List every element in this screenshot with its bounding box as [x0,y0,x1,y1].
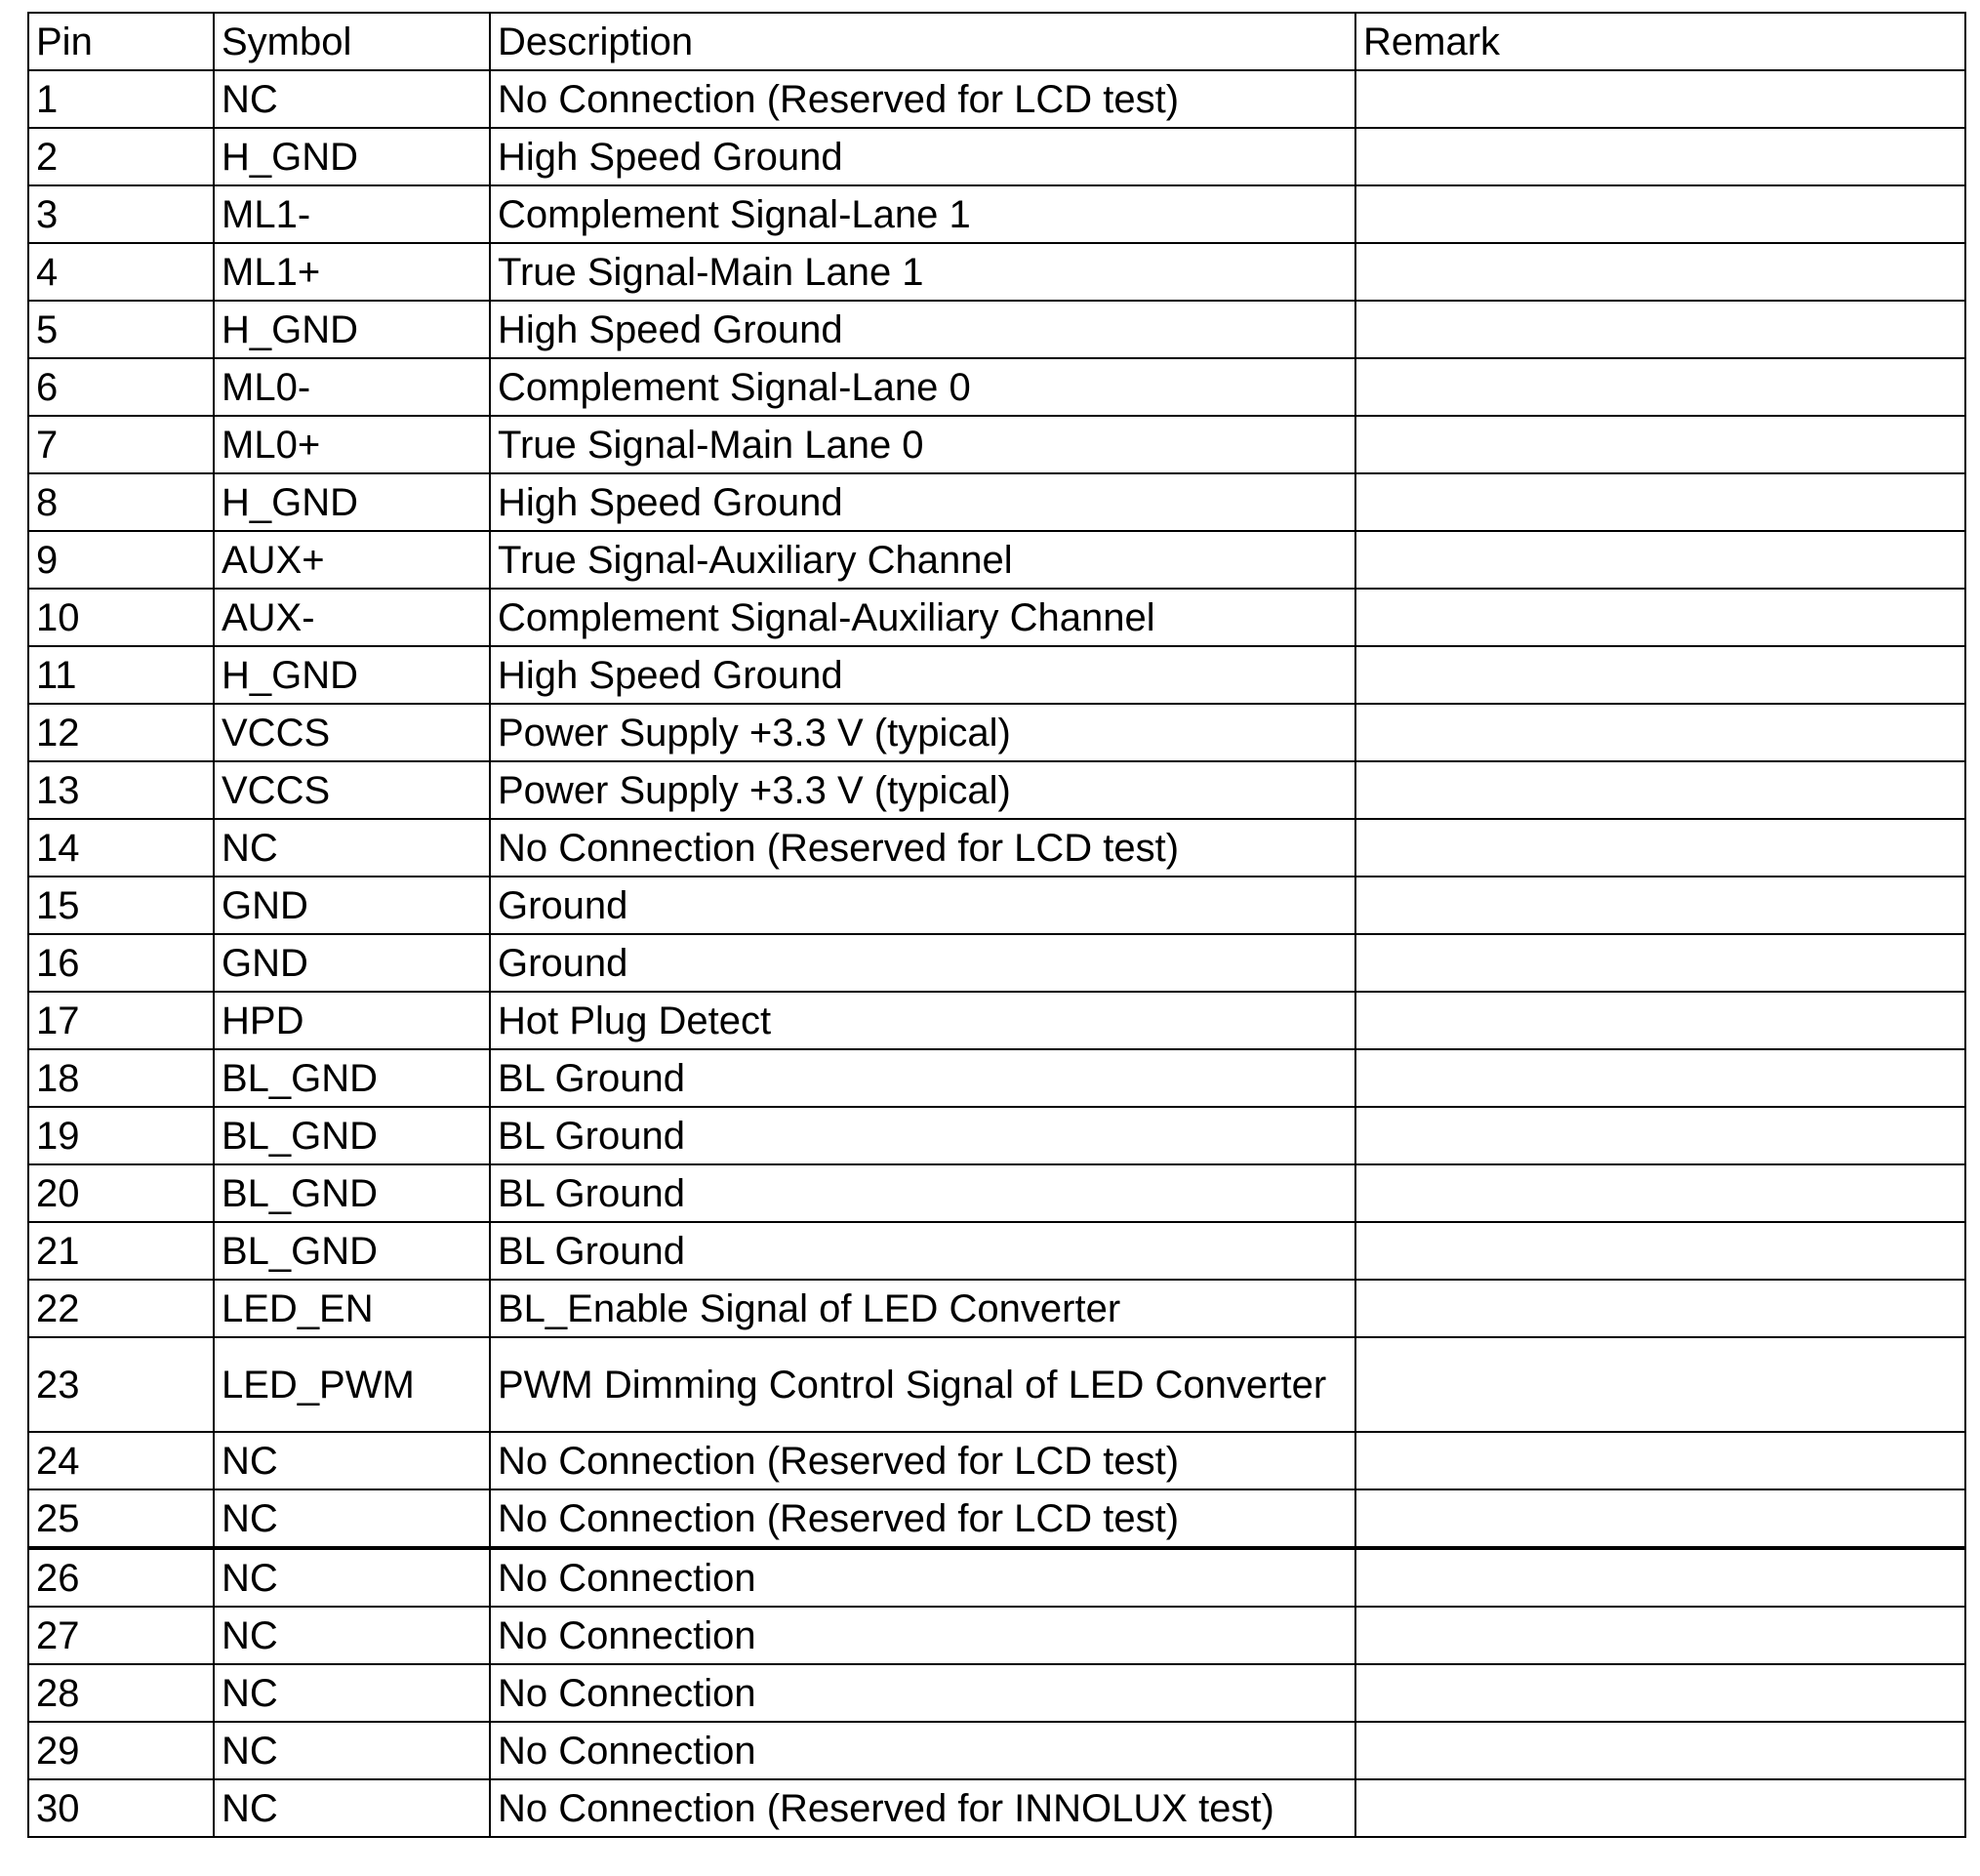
table-row [28,589,1965,646]
remark-cell [1355,877,1965,934]
description-cell: Hot Plug Detect [490,992,1355,1049]
remark-cell [1355,70,1965,128]
description-cell: BL Ground [490,1222,1355,1280]
remark-cell [1355,761,1965,819]
pin-cell: 19 [28,1107,214,1164]
symbol-cell: ML0+ [214,416,490,473]
description-cell: BL Ground [490,1107,1355,1164]
description-cell: Ground [490,934,1355,992]
description-cell: No Connection (Reserved for INNOLUX test) [490,1779,1355,1837]
table-row [28,128,1965,185]
table-row [28,1222,1965,1280]
symbol-cell: NC [214,1432,490,1489]
symbol-cell: NC [214,1722,490,1779]
table-row [28,1722,1965,1779]
description-cell: BL Ground [490,1049,1355,1107]
description-cell: No Connection [490,1548,1355,1607]
remark-cell [1355,1337,1965,1432]
remark-cell [1355,1222,1965,1280]
pin-assignment-table [27,12,1966,1838]
pin-cell: 25 [28,1489,214,1548]
symbol-cell: AUX- [214,589,490,646]
remark-cell [1355,243,1965,301]
pin-cell: 29 [28,1722,214,1779]
remark-cell [1355,1722,1965,1779]
table-row [28,473,1965,531]
pin-cell: 30 [28,1779,214,1837]
table-row [28,416,1965,473]
symbol-cell: NC [214,1489,490,1548]
symbol-cell: ML1+ [214,243,490,301]
description-cell: True Signal-Main Lane 0 [490,416,1355,473]
symbol-cell: HPD [214,992,490,1049]
table-row [28,877,1965,934]
symbol-cell: NC [214,1779,490,1837]
table-row [28,1489,1965,1548]
table-row [28,1607,1965,1664]
remark-cell [1355,1107,1965,1164]
remark-cell [1355,1432,1965,1489]
remark-cell [1355,934,1965,992]
remark-cell [1355,185,1965,243]
table-row [28,1280,1965,1337]
description-cell: BL_Enable Signal of LED Converter [490,1280,1355,1337]
description-cell: True Signal-Main Lane 1 [490,243,1355,301]
pin-cell: 6 [28,358,214,416]
table-row [28,1548,1965,1607]
description-cell: BL Ground [490,1164,1355,1222]
symbol-cell: ML1- [214,185,490,243]
symbol-cell: H_GND [214,301,490,358]
remark-cell [1355,992,1965,1049]
pin-cell: 13 [28,761,214,819]
remark-cell [1355,1164,1965,1222]
pin-cell: 16 [28,934,214,992]
remark-cell [1355,1607,1965,1664]
table-row [28,358,1965,416]
symbol-cell: LED_PWM [214,1337,490,1432]
remark-cell [1355,1779,1965,1837]
table-row [28,761,1965,819]
remark-cell [1355,819,1965,877]
pin-cell: 28 [28,1664,214,1722]
pin-cell: 1 [28,70,214,128]
pin-cell: 22 [28,1280,214,1337]
description-cell: No Connection [490,1607,1355,1664]
symbol-cell: NC [214,1548,490,1607]
description-cell: No Connection [490,1664,1355,1722]
description-cell: No Connection (Reserved for LCD test) [490,1489,1355,1548]
table-row [28,1337,1965,1432]
table-row [28,70,1965,128]
pin-cell: 23 [28,1337,214,1432]
table-row [28,646,1965,704]
pin-cell: 2 [28,128,214,185]
symbol-cell: NC [214,1607,490,1664]
pin-cell: 24 [28,1432,214,1489]
pin-cell: 17 [28,992,214,1049]
table-row [28,1432,1965,1489]
description-cell: No Connection (Reserved for LCD test) [490,70,1355,128]
pin-cell: 5 [28,301,214,358]
table-header-row [28,13,1965,70]
pin-cell: 12 [28,704,214,761]
remark-cell [1355,416,1965,473]
symbol-cell: H_GND [214,473,490,531]
symbol-cell: VCCS [214,761,490,819]
table-row [28,185,1965,243]
description-cell: No Connection (Reserved for LCD test) [490,819,1355,877]
pin-cell: 15 [28,877,214,934]
description-cell: Complement Signal-Auxiliary Channel [490,589,1355,646]
description-cell: Complement Signal-Lane 0 [490,358,1355,416]
table-row [28,704,1965,761]
symbol-cell: BL_GND [214,1107,490,1164]
pin-cell: 4 [28,243,214,301]
pin-cell: 26 [28,1548,214,1607]
pin-cell: 20 [28,1164,214,1222]
remark-cell [1355,704,1965,761]
remark-cell [1355,1489,1965,1548]
table-row [28,1107,1965,1164]
table-body [28,13,1965,1837]
pin-cell: 18 [28,1049,214,1107]
symbol-cell: VCCS [214,704,490,761]
symbol-cell: NC [214,1664,490,1722]
pin-cell: 27 [28,1607,214,1664]
description-cell: No Connection [490,1722,1355,1779]
table-row [28,301,1965,358]
description-cell: High Speed Ground [490,301,1355,358]
symbol-cell: ML0- [214,358,490,416]
symbol-cell: BL_GND [214,1049,490,1107]
description-cell: Power Supply +3.3 V (typical) [490,761,1355,819]
description-cell: Complement Signal-Lane 1 [490,185,1355,243]
description-cell: PWM Dimming Control Signal of LED Converter [490,1337,1355,1432]
description-cell: High Speed Ground [490,473,1355,531]
remark-cell [1355,531,1965,589]
remark-cell [1355,1280,1965,1337]
description-cell: High Speed Ground [490,646,1355,704]
description-cell: Ground [490,877,1355,934]
symbol-cell: GND [214,934,490,992]
table-row [28,1049,1965,1107]
description-cell: True Signal-Auxiliary Channel [490,531,1355,589]
symbol-cell: NC [214,70,490,128]
pin-cell: 3 [28,185,214,243]
table-row [28,819,1965,877]
symbol-cell: GND [214,877,490,934]
header-symbol: Symbol [214,13,490,70]
pin-cell: 14 [28,819,214,877]
table-row [28,934,1965,992]
remark-cell [1355,646,1965,704]
pin-cell: 10 [28,589,214,646]
remark-cell [1355,301,1965,358]
symbol-cell: LED_EN [214,1280,490,1337]
symbol-cell: BL_GND [214,1164,490,1222]
description-cell: Power Supply +3.3 V (typical) [490,704,1355,761]
table-row [28,531,1965,589]
table-row [28,1664,1965,1722]
table-row [28,1779,1965,1837]
remark-cell [1355,358,1965,416]
remark-cell [1355,473,1965,531]
remark-cell [1355,1664,1965,1722]
symbol-cell: NC [214,819,490,877]
table-row [28,992,1965,1049]
pin-cell: 21 [28,1222,214,1280]
header-description: Description [490,13,1355,70]
description-cell: High Speed Ground [490,128,1355,185]
remark-cell [1355,1049,1965,1107]
symbol-cell: BL_GND [214,1222,490,1280]
pin-cell: 11 [28,646,214,704]
remark-cell [1355,589,1965,646]
description-cell: No Connection (Reserved for LCD test) [490,1432,1355,1489]
header-remark: Remark [1355,13,1965,70]
table-row [28,243,1965,301]
remark-cell [1355,128,1965,185]
pin-cell: 7 [28,416,214,473]
pin-cell: 9 [28,531,214,589]
remark-cell [1355,1548,1965,1607]
symbol-cell: AUX+ [214,531,490,589]
pin-cell: 8 [28,473,214,531]
table-row [28,1164,1965,1222]
header-pin: Pin [28,13,214,70]
symbol-cell: H_GND [214,646,490,704]
symbol-cell: H_GND [214,128,490,185]
